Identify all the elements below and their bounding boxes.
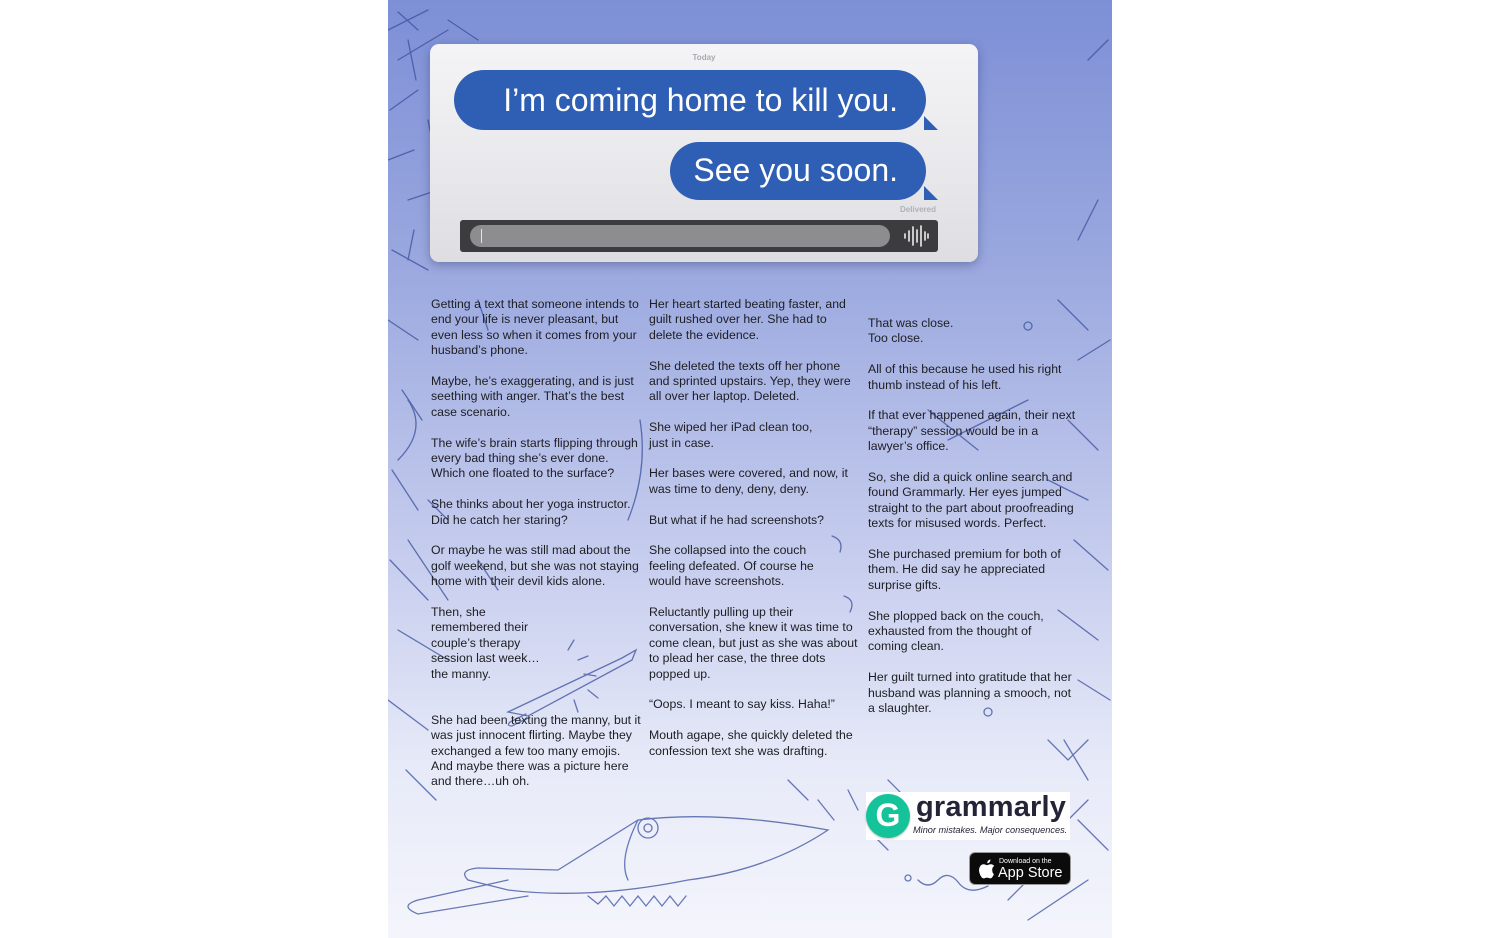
paragraph: But what if he had screenshots?: [649, 512, 824, 527]
date-label: Today: [692, 53, 716, 62]
paragraph: She plopped back on the couch, exhausted from the thought of coming clean.: [868, 608, 1044, 654]
paragraph: The wife’s brain starts flipping through every bad thing she’s ever done. Which one floated to the surface?: [431, 435, 638, 481]
story-column-right: [868, 316, 1080, 732]
paragraph: She wiped her iPad clean too, just in case.: [649, 420, 813, 450]
grammarly-logo[interactable]: [866, 792, 1070, 840]
paragraph: Reluctantly pulling up their conversation, she knew it was time to come clean, but just as she was about to plead her case, the three dots popped up.: [649, 605, 858, 681]
app-store-badge[interactable]: [969, 852, 1071, 885]
paragraph: Her guilt turned into gratitude that her husband was planning a smooch, not a slaughter.: [868, 670, 1072, 716]
close-lines: [868, 316, 1080, 347]
paragraph: She collapsed into the couch feeling defeated. Of course he would have screenshots.: [649, 543, 814, 589]
paragraph: Or maybe he was still mad about the golf weekend, but she was not staying home with their devil kids alone.: [431, 543, 639, 589]
story-column-left: [431, 297, 643, 805]
grammarly-g-icon: G: [866, 794, 910, 838]
paragraph: So, she did a quick online search and found Grammarly. Her eyes jumped straight to the part about proofreading texts for misused words. Perfect.: [868, 470, 1074, 531]
text-cursor: [481, 229, 482, 243]
brand-tagline: Minor mistakes. Major consequences.: [913, 825, 1068, 835]
paragraph: She deleted the texts off her phone and sprinted upstairs. Yep, they were all over her laptop. Deleted.: [649, 358, 851, 404]
message-bubble-2: See you soon.: [670, 142, 926, 200]
paragraph: Then, she remembered their couple’s therapy session last week… the manny.: [431, 605, 540, 681]
paragraph: All of this because he used his right thumb instead of his left.: [868, 362, 1062, 392]
paragraph: She thinks about her yoga instructor. Did he catch her staring?: [431, 497, 631, 527]
brand-name: grammarly: [916, 791, 1067, 823]
app-store-label: App Store: [998, 865, 1063, 881]
paragraph: She purchased premium for both of them. He did say he appreciated surprise gifts.: [868, 547, 1061, 592]
paragraph: Getting a text that someone intends to end your life is never pleasant, but even less so when it comes from your husband’s phone.: [431, 297, 639, 358]
phone-screen: [430, 44, 978, 262]
message-input-bar: [460, 220, 938, 252]
message-bubble-1: I’m coming home to kill you.: [454, 70, 926, 130]
app-store-small-label: Download on the: [999, 858, 1052, 865]
paragraph: If that ever happened again, their next “therapy” session would be in a lawyer’s office.: [868, 408, 1076, 454]
line: That was close.: [868, 316, 954, 330]
bubble-tail-1: [924, 116, 938, 130]
paragraph: Mouth agape, she quickly deleted the confession text she was drafting.: [649, 728, 853, 758]
voice-wave-icon[interactable]: [902, 224, 930, 248]
paragraph: Her heart started beating faster, and guilt rushed over her. She had to delete the evidence.: [649, 297, 846, 342]
message-input[interactable]: [470, 225, 890, 247]
paragraph: Her bases were covered, and now, it was time to deny, deny, deny.: [649, 466, 848, 496]
line: Too close.: [868, 331, 924, 346]
delivered-status: Delivered: [899, 205, 936, 214]
bubble-tail-2: [924, 186, 938, 200]
apple-icon: [977, 859, 995, 879]
paragraph: Maybe, he’s exaggerating, and is just seething with anger. That’s the best case scenario.: [431, 374, 634, 419]
paragraph: She had been texting the manny, but it was just innocent flirting. Maybe they exchanged a few too many emojis. And maybe there was a picture here and there…uh oh.: [431, 712, 641, 789]
paragraph: “Oops. I meant to say kiss. Haha!”: [649, 697, 835, 712]
story-column-middle: [649, 297, 861, 774]
